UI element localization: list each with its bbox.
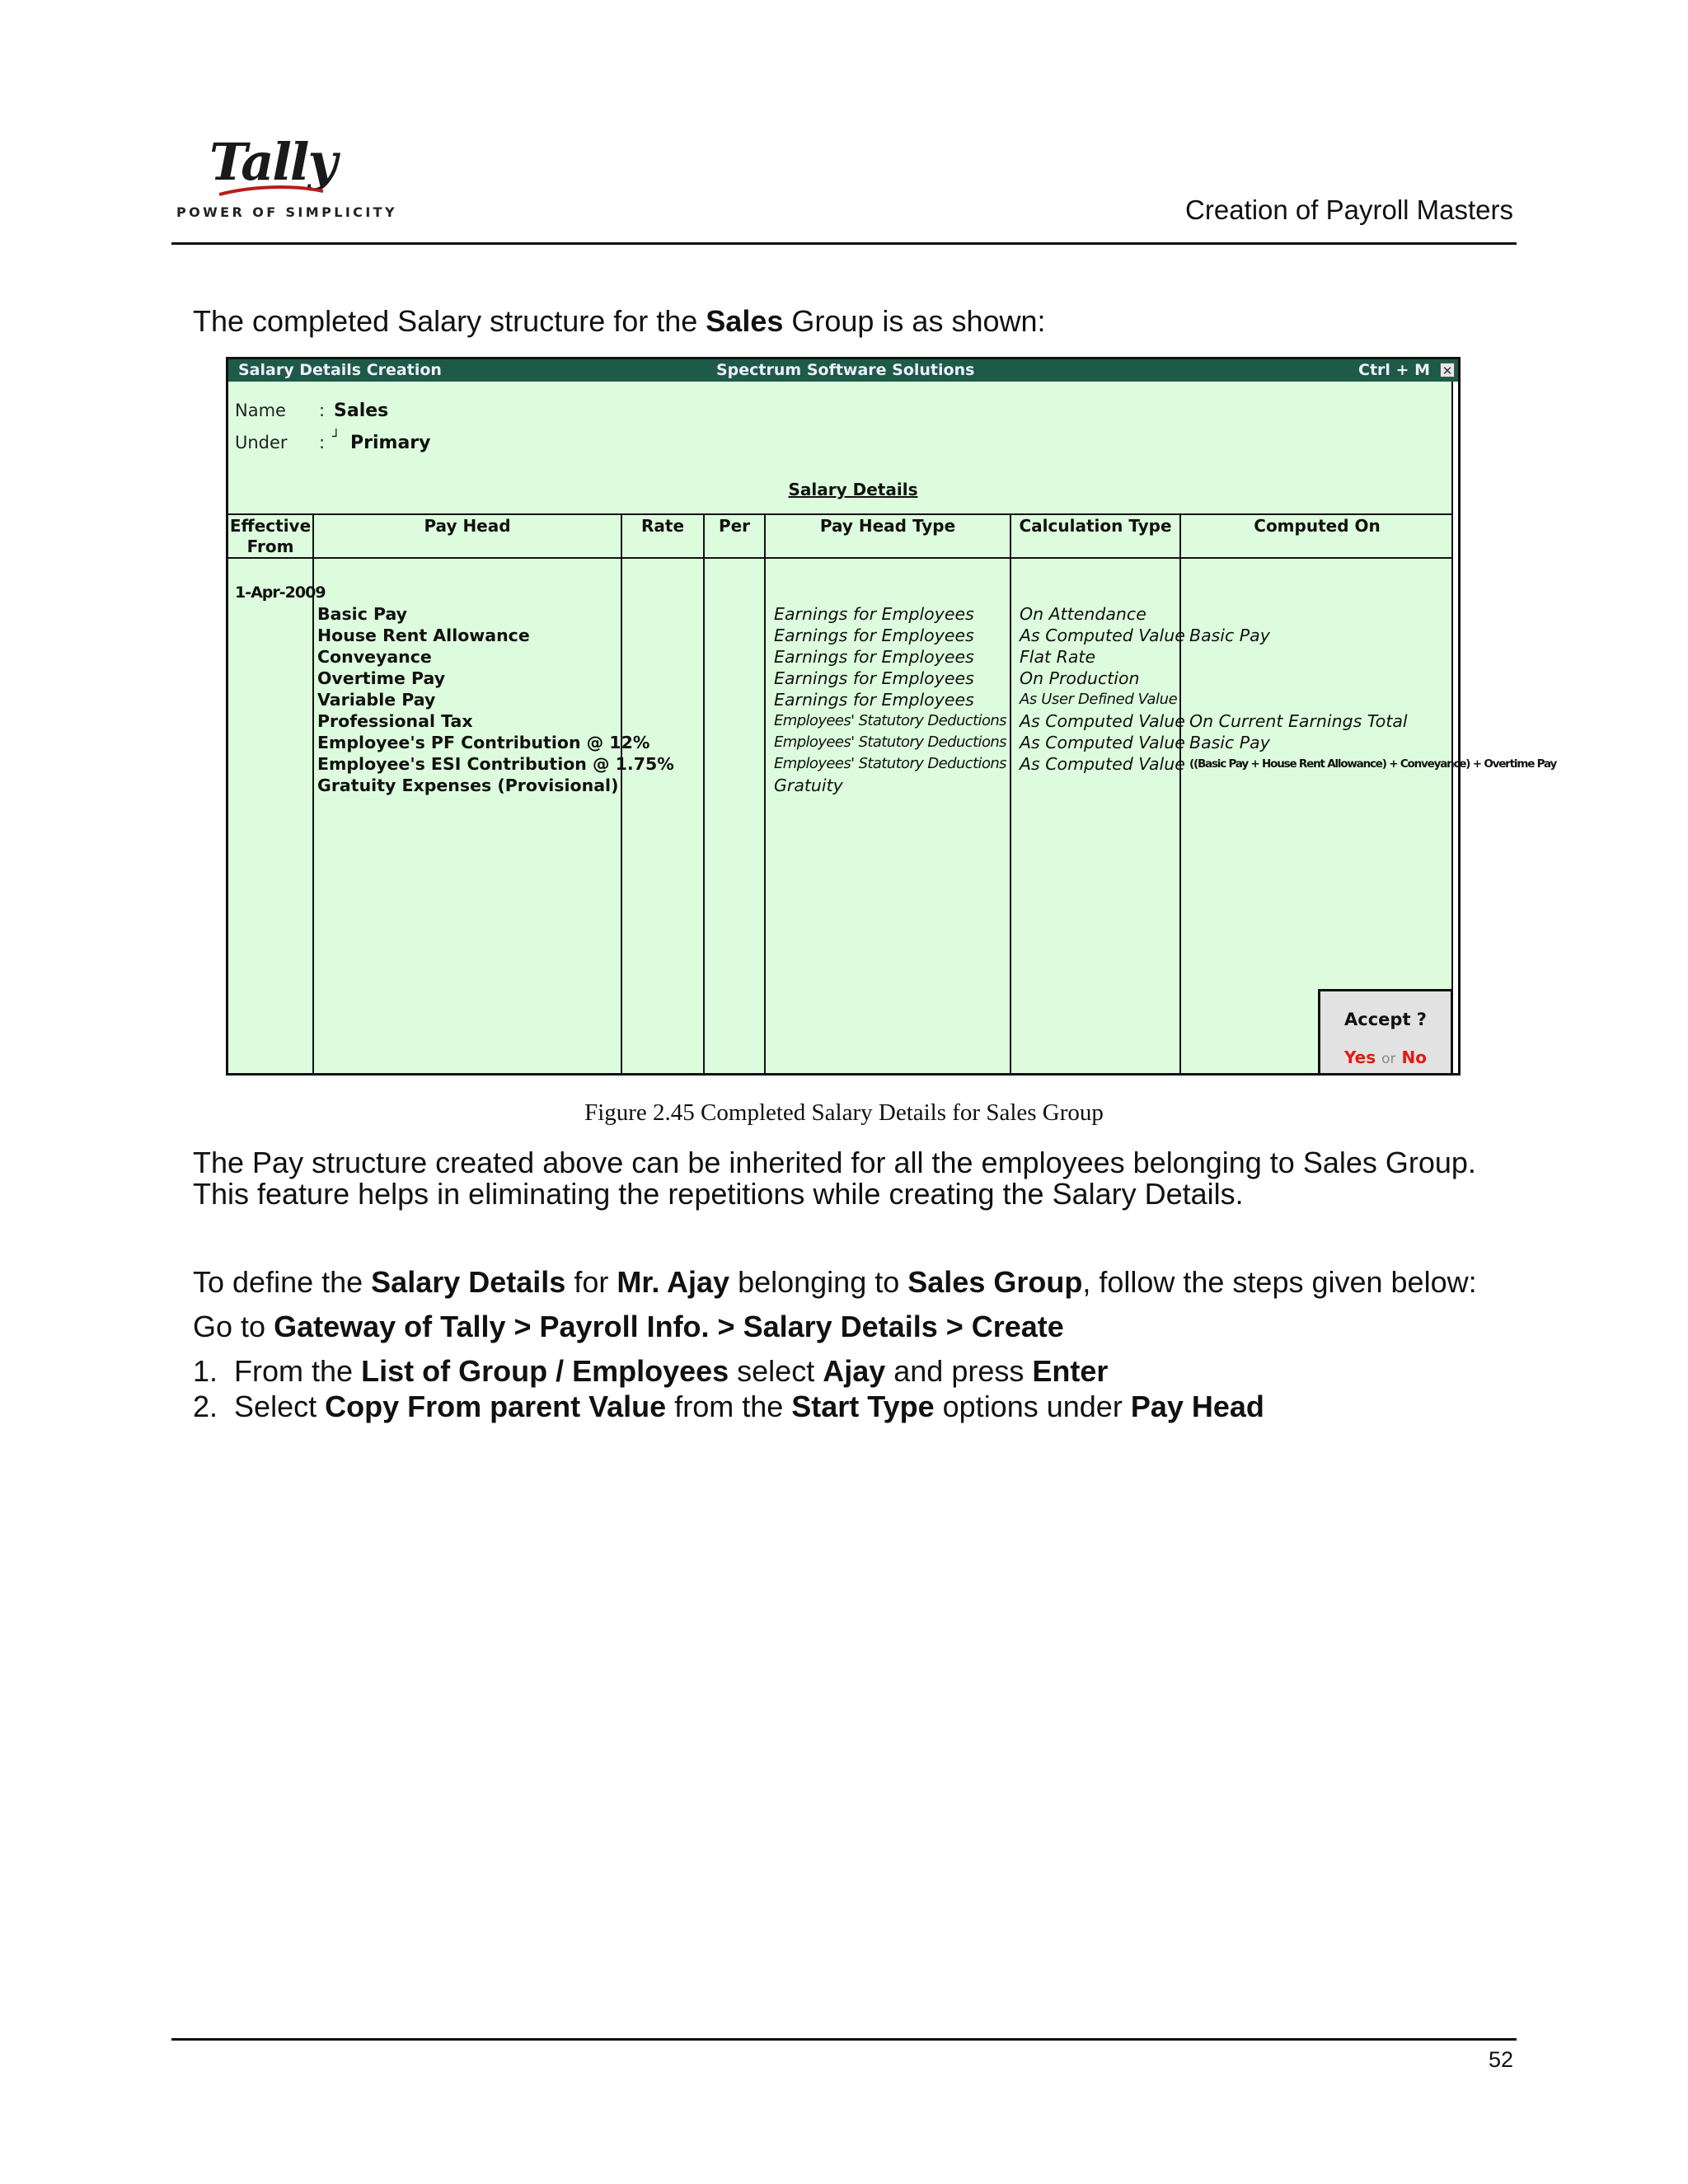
screen-titlebar <box>228 359 1458 382</box>
step-text: select <box>729 1354 823 1388</box>
define-text: belonging to <box>729 1265 908 1299</box>
close-icon[interactable]: ✕ <box>1440 363 1455 377</box>
or-label: or <box>1381 1051 1396 1067</box>
header-rule <box>171 242 1517 245</box>
col-calculation-type: Calculation Type <box>1019 516 1172 536</box>
pay-head-cell[interactable]: Overtime Pay <box>317 668 446 688</box>
accept-dialog <box>1318 989 1453 1073</box>
yes-button[interactable]: Yes <box>1344 1047 1376 1067</box>
col-divider <box>621 514 622 1073</box>
accept-options <box>1320 1047 1451 1067</box>
step-bold: Copy From parent Value <box>325 1390 667 1423</box>
logo-word: Tally <box>209 132 336 192</box>
pay-head-cell[interactable]: Conveyance <box>317 647 432 667</box>
col-effective-line2: From <box>246 537 294 556</box>
step-number: 2. <box>193 1390 218 1423</box>
step-bold: Ajay <box>823 1354 886 1388</box>
computed-on-cell: On Current Earnings Total <box>1189 711 1408 731</box>
intro-post: Group is as shown: <box>783 304 1046 338</box>
calculation-type-cell: As User Defined Value <box>1020 691 1178 708</box>
pay-head-type-cell: Earnings for Employees <box>774 668 974 688</box>
step-text: From the <box>234 1354 362 1388</box>
page-number: 52 <box>1488 2047 1513 2072</box>
pay-head-type-cell: Employees' Statutory Deductions <box>774 755 1006 772</box>
calculation-type-cell: As Computed Value <box>1020 626 1185 645</box>
pay-head-cell[interactable]: Professional Tax <box>317 711 473 731</box>
under-field[interactable]: Primary <box>350 433 431 453</box>
define-bold: Sales Group <box>907 1265 1083 1299</box>
step-bold: List of Group / Employees <box>361 1354 729 1388</box>
footer-rule <box>171 2038 1517 2041</box>
step-2 <box>193 1390 1264 1424</box>
col-divider <box>1179 514 1181 1073</box>
define-text: for <box>565 1265 617 1299</box>
salary-details-screen <box>226 357 1557 1076</box>
pay-head-type-cell: Earnings for Employees <box>774 690 974 710</box>
name-label: Name <box>235 401 286 420</box>
define-text: , follow the steps given below: <box>1082 1265 1477 1299</box>
intro-pre: The completed Salary structure for the <box>193 304 706 338</box>
name-separator: : <box>319 401 326 420</box>
pay-head-type-cell: Employees' Statutory Deductions <box>774 733 1006 751</box>
right-button-strip <box>1451 382 1458 1073</box>
calculation-type-cell: As Computed Value <box>1020 733 1185 752</box>
calculation-type-cell: As Computed Value <box>1020 754 1185 774</box>
company-name: Spectrum Software Solutions <box>716 361 975 379</box>
shortcut-label: Ctrl + M <box>1358 361 1430 379</box>
pay-head-cell[interactable]: Basic Pay <box>317 604 408 624</box>
goto-path: Gateway of Tally > Payroll Info. > Salary Details > Create <box>274 1310 1064 1343</box>
col-computed-on: Computed On <box>1254 516 1381 536</box>
calculation-type-cell: On Attendance <box>1020 604 1146 624</box>
goto-path-line <box>193 1310 1064 1344</box>
col-effective-line1: Effective <box>229 516 312 536</box>
calculation-type-cell: On Production <box>1020 668 1140 688</box>
table-top-rule <box>228 513 1453 515</box>
table-header-rule <box>228 557 1453 559</box>
define-text: To define the <box>193 1265 372 1299</box>
step-text: options under <box>934 1390 1131 1423</box>
step-number: 1. <box>193 1354 218 1388</box>
pay-head-type-cell: Gratuity <box>774 776 843 795</box>
define-bold: Salary Details <box>371 1265 566 1299</box>
step-bold: Start Type <box>791 1390 935 1423</box>
under-separator: : <box>319 433 326 452</box>
inherit-line1: The Pay structure created above can be inherited for all the employees belonging to Sales Group. <box>193 1146 1476 1179</box>
step-bold: Pay Head <box>1130 1390 1264 1423</box>
pay-head-type-cell: Earnings for Employees <box>774 604 974 624</box>
col-rate: Rate <box>640 516 685 536</box>
inherit-paragraph <box>193 1147 1528 1210</box>
calculation-type-cell: As Computed Value <box>1020 711 1185 731</box>
step-text: and press <box>885 1354 1033 1388</box>
salary-details-title: Salary Details <box>788 480 918 499</box>
under-arrow-icon: ┘ <box>332 429 340 444</box>
computed-on-cell: Basic Pay <box>1189 626 1270 645</box>
tally-logo <box>176 132 397 223</box>
no-button[interactable]: No <box>1401 1047 1427 1067</box>
col-per: Per <box>718 516 751 536</box>
computed-on-cell: ((Basic Pay + House Rent Allowance) + Conveyance) + Overtime Pay <box>1189 757 1557 771</box>
pay-head-type-cell: Earnings for Employees <box>774 626 974 645</box>
under-label: Under <box>235 433 288 452</box>
step-text: from the <box>666 1390 792 1423</box>
pay-head-cell[interactable]: Variable Pay <box>317 690 436 710</box>
step-text: Select <box>234 1390 326 1423</box>
col-effective-from <box>228 516 312 557</box>
name-field[interactable]: Sales <box>334 401 389 421</box>
calculation-type-cell: Flat Rate <box>1020 647 1096 667</box>
col-divider <box>703 514 705 1073</box>
logo-swoosh-icon <box>218 183 325 199</box>
step-bold: Enter <box>1032 1354 1109 1388</box>
define-paragraph <box>193 1265 1477 1300</box>
intro-bold: Sales <box>706 304 784 338</box>
effective-date[interactable]: 1-Apr-2009 <box>235 583 326 602</box>
pay-head-cell[interactable]: Employee's PF Contribution @ 12% <box>317 733 650 752</box>
accept-question: Accept ? <box>1344 1010 1427 1029</box>
intro-text <box>193 304 1046 339</box>
pay-head-type-cell: Employees' Statutory Deductions <box>774 712 1006 729</box>
pay-head-cell[interactable]: Gratuity Expenses (Provisional) <box>317 776 619 795</box>
goto-text: Go to <box>193 1310 274 1343</box>
pay-head-cell[interactable]: House Rent Allowance <box>317 626 530 645</box>
col-divider <box>1010 514 1011 1073</box>
pay-head-cell[interactable]: Employee's ESI Contribution @ 1.75% <box>317 754 674 774</box>
define-bold: Mr. Ajay <box>617 1265 730 1299</box>
col-pay-head: Pay Head <box>424 516 511 536</box>
figure-caption: Figure 2.45 Completed Salary Details for Sales Group <box>584 1099 1104 1126</box>
screen-title: Salary Details Creation <box>238 361 442 379</box>
step-1 <box>193 1354 1108 1389</box>
computed-on-cell: Basic Pay <box>1189 733 1270 752</box>
col-pay-head-type: Pay Head Type <box>819 516 956 536</box>
inherit-line2: This feature helps in eliminating the repetitions while creating the Salary Details. <box>193 1177 1244 1211</box>
section-title: Creation of Payroll Masters <box>1185 194 1513 225</box>
col-divider <box>764 514 766 1073</box>
logo-tagline: POWER OF SIMPLICITY <box>176 204 397 220</box>
pay-head-type-cell: Earnings for Employees <box>774 647 974 667</box>
